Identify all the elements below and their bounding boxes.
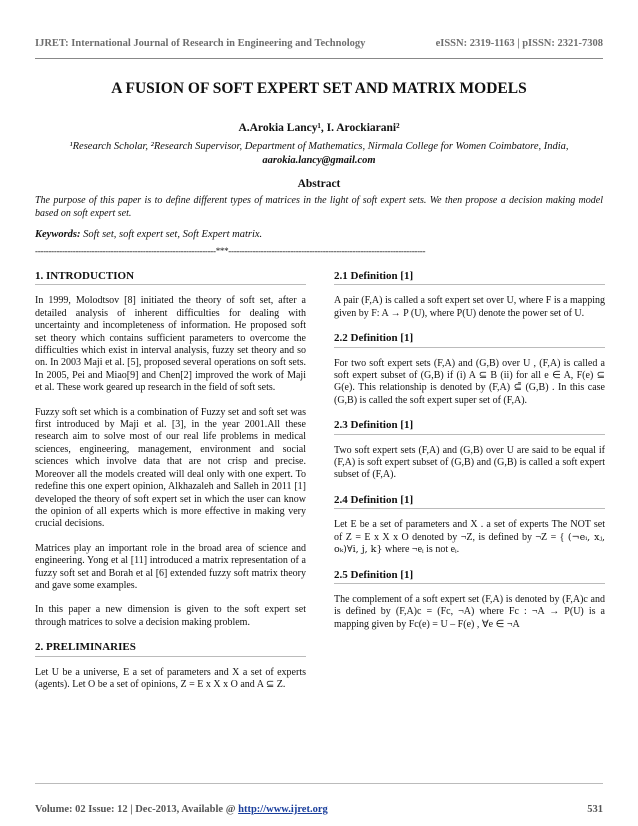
math-expression: (¬eᵢ, xⱼ, oₖ)∀i, j, k}: [334, 531, 605, 556]
affiliation: [30, 140, 608, 168]
authors: A.Arokia Lancy¹, I. Arockiarani²: [238, 122, 400, 134]
definition-text: where ¬eᵢ is not eᵢ.: [385, 544, 460, 556]
heading-rule: [35, 284, 306, 285]
paragraph: Matrices play an important role in the broad area of science and engineering. Yong et al [11] introduced a matrix representation of a fuzzy soft set and Borah et al [6] extended fuzzy soft matrix theory and gave some examples.: [35, 542, 306, 591]
definition-heading: 2.5 Definition [1]: [334, 568, 414, 581]
heading-rule: [334, 508, 605, 509]
paragraph: [334, 519, 605, 556]
right-column: [334, 270, 605, 643]
header-rule: [35, 58, 603, 59]
footer-rule: [35, 783, 603, 784]
definition-heading: 2.4 Definition [1]: [334, 493, 414, 506]
heading-rule: [334, 284, 605, 285]
paragraph: Fuzzy soft set which is a combination of Fuzzy set and soft set was first introduced by Maji et al. [3], in the year 2001.All these research aim to solve most of our real life problems in medical sciences, engineering, management, environment and social sciences which involve data that are not crisp and precise. Moreover all the models created will deal only with one expert. To redefine this one expert opinion, Alkhazaleh and Salleh in 2011 [1] developed the theory of soft expert set in which the user can know the opinion of all experts which is more effective in making very crucial decisions.: [35, 406, 306, 530]
definition-text: where Fc : ¬A → P(U) is a mapping given by Fc(e) = U – F(e) , ∀e ∈ ¬A: [334, 606, 605, 630]
affiliation-text: ¹Research Scholar, ²Research Supervisor, Department of Mathematics, Nirmala College for Women Coimbatore, India,: [69, 141, 569, 152]
paragraph: Let U be a universe, E a set of parameters and X a set of experts (agents). Let O be a set of opinions, Z = E x X x O and A ⊆ Z.: [35, 666, 306, 690]
section-heading: 2. PRELIMINARIES: [35, 641, 136, 654]
page-number: 531: [587, 804, 603, 815]
separator: -------------------------------------------------------------------***-------------------------------------------------------------------------: [35, 246, 426, 256]
paragraph: In 1999, Molodtsov [8] initiated the theory of soft set, after a detailed analysis of inherent difficulties for dealing with uncertainty and incompleteness of information. He proposed soft set theory which contains sufficient parameters to overcome the difficulties which exist in interval analysis, fuzzy set theory and so on. In 2003 Maji et al. [5], proposed several operations on soft sets. In 2005, Pei and Miao[9] and Chen[2] improved the work of Maji et al. These work geared up research in the field of soft sets.: [35, 295, 306, 394]
running-header: [35, 38, 603, 49]
heading-rule: [334, 434, 605, 435]
keywords-text: Soft set, soft expert set, Soft Expert matrix.: [83, 229, 263, 240]
paragraph: For two soft expert sets (F,A) and (G,B) over U , (F,A) is called a soft expert subset of (G,B) if (i) A ⊆ B (ii) for all e ∈ A, F(e) ⊆ G(e). This relationship is denoted by (F,A) ⊆̃ (G,B) . In this case (G,B) is called the soft expert super set of (F,A).: [334, 357, 605, 406]
heading-rule: [35, 656, 306, 657]
keywords: [35, 229, 603, 240]
heading-rule: [334, 347, 605, 348]
section-heading: 1. INTRODUCTION: [35, 270, 135, 282]
paragraph: In this paper a new dimension is given to the soft expert set through matrices to solve a decision making problem.: [35, 604, 306, 628]
abstract-text: The purpose of this paper is to define different types of matrices in the light of soft expert sets. We then propose a decision making model based on soft expert set.: [35, 195, 603, 219]
definition-text: The complement of a soft expert set (F,A) is denoted by (F,A)c and is defined by (F,A)c = (Fc, ¬A): [334, 593, 605, 618]
footer: [35, 804, 603, 815]
heading-rule: [334, 583, 605, 584]
definition-heading: 2.1 Definition [1]: [334, 270, 414, 282]
definition-text: Let E be a set of parameters and X . a set of experts The NOT set of Z = E x X x O denoted by ¬Z, is defined by ¬Z = {: [334, 519, 605, 543]
volume-info: Volume: 02 Issue: 12 | Dec-2013, Available @: [35, 804, 239, 815]
keywords-label: Keywords:: [35, 229, 81, 240]
footer-volume: [35, 804, 328, 815]
left-column: [35, 270, 306, 703]
definition-heading: 2.3 Definition [1]: [334, 419, 414, 432]
paragraph: A pair (F,A) is called a soft expert set over U, where F is a mapping given by F: A → P (U), where P(U) denote the power set of U.: [334, 295, 605, 319]
email: aarokia.lancy@gmail.com: [262, 155, 376, 166]
abstract-heading: Abstract: [297, 178, 341, 190]
journal-name: IJRET: International Journal of Research in Engineering and Technology: [35, 38, 366, 49]
definition-heading: 2.2 Definition [1]: [334, 332, 414, 345]
paragraph: Two soft expert sets (F,A) and (G,B) over U are said to be equal if (F,A) is soft expert subset of (G,B) and (G,B) is called a soft expert subset of (F,A).: [334, 444, 605, 481]
issn: eISSN: 2319-1163 | pISSN: 2321-7308: [435, 38, 603, 49]
paper-title: A FUSION OF SOFT EXPERT SET AND MATRIX MODELS: [111, 80, 527, 97]
paragraph: [334, 594, 605, 631]
journal-link[interactable]: http://www.ijret.org: [238, 804, 328, 815]
